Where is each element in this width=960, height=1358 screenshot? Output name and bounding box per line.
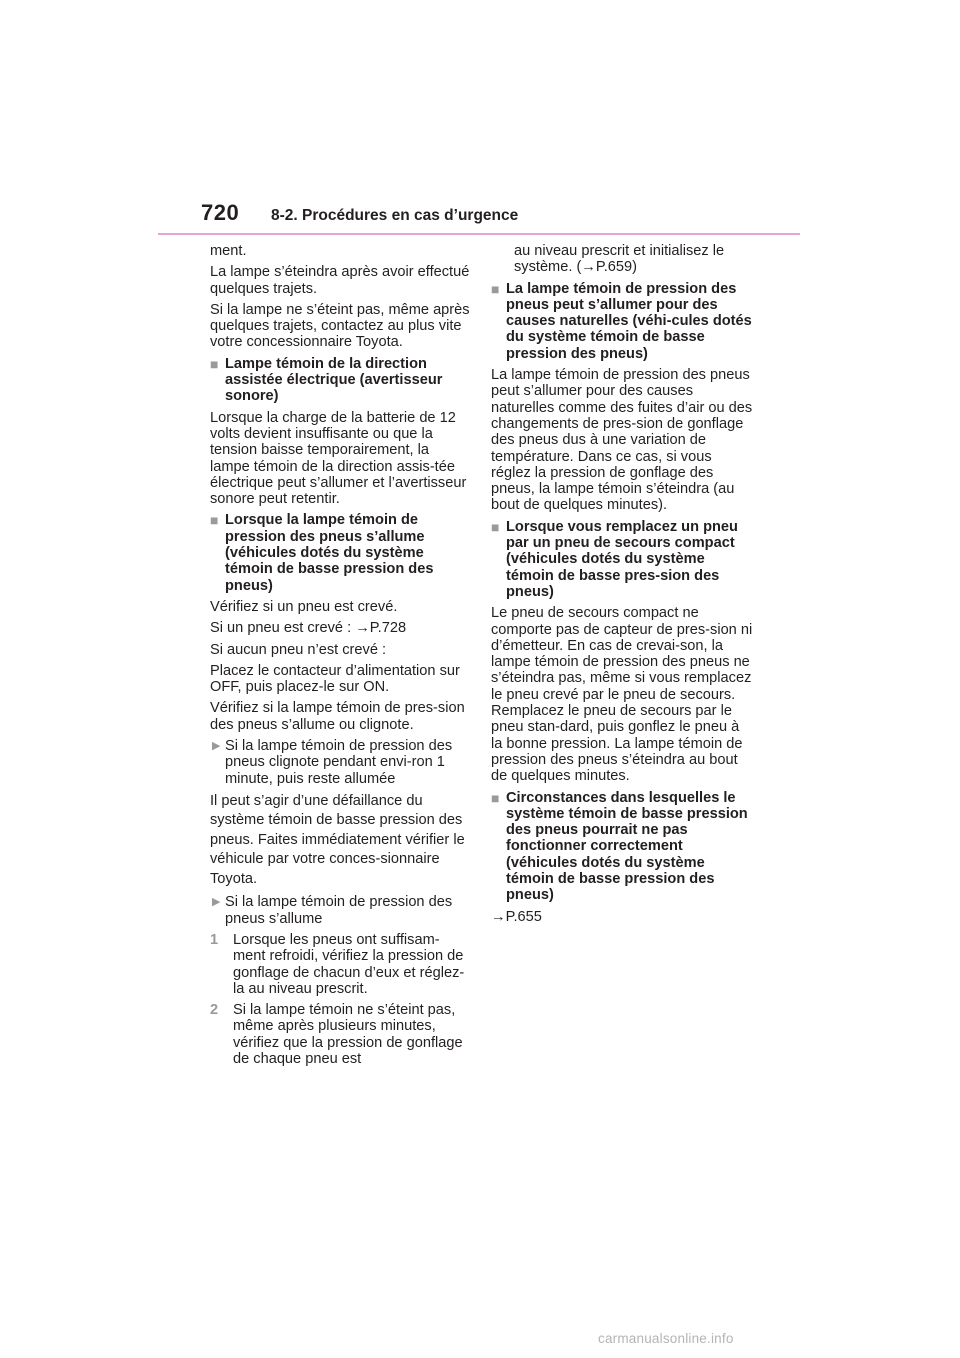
square-marker-icon: ■ bbox=[491, 789, 500, 806]
paragraph bbox=[210, 792, 472, 890]
paragraph bbox=[491, 367, 753, 514]
block-text: La lampe témoin de pression des pneus peut s’allumer pour des causes naturelles (véhi-cules dotés du système témoin de basse pression des pneus) bbox=[506, 280, 752, 362]
triangle-bullet-icon: ▶ bbox=[212, 740, 221, 753]
section-heading bbox=[491, 519, 753, 600]
block-text: Si aucun pneu n’est crevé : bbox=[210, 641, 387, 658]
numbered-step bbox=[210, 932, 472, 997]
block-text: Le pneu de secours compact ne comporte pas de capteur de pres-sion ni d’émetteur. En cas de crevai-son, la lampe témoin de pression des pneus ne s’éteindra pas, même si vous remplacez le pneu crevé par le pneu de secours. Remplacez le pneu de secours par le pneu stan-dard, puis gonflez le pneu à la bonne pression. La lampe témoin de pression des pneus s’éteindra au bout de quelques minutes. bbox=[491, 605, 753, 785]
section-heading bbox=[491, 281, 753, 362]
section-heading bbox=[210, 356, 472, 405]
square-marker-icon: ■ bbox=[210, 355, 219, 372]
paragraph bbox=[210, 700, 472, 733]
bullet-item bbox=[210, 738, 472, 787]
block-text: Si la lampe témoin de pression des pneus clignote pendant envi-ron 1 minute, puis reste allumée bbox=[225, 738, 453, 787]
block-text: Lorsque vous remplacez un pneu par un pneu de secours compact (véhicules dotés du système témoin de basse pres-sion des pneus) bbox=[506, 518, 738, 600]
paragraph bbox=[491, 605, 753, 784]
paragraph bbox=[210, 243, 472, 259]
right-column bbox=[491, 243, 753, 930]
paragraph bbox=[210, 302, 472, 351]
square-marker-icon: ■ bbox=[210, 512, 219, 529]
paragraph bbox=[210, 264, 472, 297]
block-text: au niveau prescrit et initialisez le système. (→P.659) bbox=[514, 243, 725, 276]
block-text: Lampe témoin de la direction assistée électrique (avertisseur sonore) bbox=[225, 355, 443, 405]
square-marker-icon: ■ bbox=[491, 518, 500, 535]
section-heading bbox=[210, 512, 472, 593]
block-text: ment. bbox=[210, 243, 247, 259]
bullet-item bbox=[210, 894, 472, 927]
paragraph bbox=[210, 620, 472, 636]
paragraph bbox=[210, 410, 472, 508]
block-text: Placez le contacteur d’alimentation sur OFF, puis placez-le sur ON. bbox=[210, 662, 460, 696]
block-text: Si la lampe ne s’éteint pas, même après quelques trajets, contactez au plus vite votre concessionnaire Toyota. bbox=[210, 301, 470, 351]
block-text: Si la lampe témoin ne s’éteint pas, même après plusieurs minutes, vérifiez que la pression de gonflage de chaque pneu est bbox=[233, 1002, 463, 1068]
section-title: 8-2. Procédures en cas d’urgence bbox=[271, 207, 519, 224]
paragraph bbox=[491, 909, 753, 925]
block-text: Vérifiez si un pneu est crevé. bbox=[210, 598, 398, 615]
block-text: Il peut s’agir d’une défaillance du système témoin de basse pression des pneus. Faites immédiatement vérifier le véhicule par votre conces-sionnaire Toyota. bbox=[210, 792, 465, 887]
block-text: La lampe témoin de pression des pneus peut s’allumer pour des causes naturelles comme des fuites d’air ou des changements de pres-sion de gonflage des pneus dus à une variation de température. Dans ce cas, si vous réglez la pression de gonflage des pneus, la lampe témoin s’éteindra (au bout de quelques minutes). bbox=[491, 367, 753, 514]
block-text: Lorsque les pneus ont suffisam-ment refroidi, vérifiez la pression de gonflage de chacun d’eux et réglez-la au niveau prescrit. bbox=[233, 932, 465, 997]
paragraph bbox=[491, 243, 753, 276]
block-text: →P.655 bbox=[491, 908, 542, 925]
block-text: Lorsque la lampe témoin de pression des pneus s’allume (véhicules dotés du système témoin de basse pression des pneus) bbox=[225, 512, 434, 594]
paragraph bbox=[210, 663, 472, 696]
block-text: Si la lampe témoin de pression des pneus s’allume bbox=[225, 894, 453, 927]
block-text: Si un pneu est crevé : →P.728 bbox=[210, 620, 407, 637]
section-heading bbox=[491, 790, 753, 904]
step-number: 2 bbox=[210, 1002, 219, 1019]
paragraph bbox=[210, 642, 472, 658]
block-text: Circonstances dans lesquelles le système témoin de basse pression des pneus pourrait ne pas fonctionner correctement (véhicules dotés du système témoin de basse pression des pneus) bbox=[506, 789, 748, 904]
step-number: 1 bbox=[210, 932, 219, 948]
block-text: Lorsque la charge de la batterie de 12 volts devient insuffisante ou que la tension baisse temporairement, la lampe témoin de la direction assis-tée électrique peut s’allumer et l’avertisseur sonore peut retentir. bbox=[210, 409, 467, 508]
left-column bbox=[210, 243, 472, 1072]
numbered-step bbox=[210, 1002, 472, 1067]
triangle-bullet-icon: ▶ bbox=[212, 896, 221, 909]
header-rule bbox=[158, 233, 800, 235]
watermark: carmanualsonline.info bbox=[598, 1331, 734, 1346]
page-number: 720 bbox=[201, 200, 240, 225]
block-text: La lampe s’éteindra après avoir effectué quelques trajets. bbox=[210, 264, 470, 297]
paragraph bbox=[210, 599, 472, 615]
block-text: Vérifiez si la lampe témoin de pres-sion des pneus s’allume ou clignote. bbox=[210, 700, 465, 733]
square-marker-icon: ■ bbox=[491, 280, 500, 297]
